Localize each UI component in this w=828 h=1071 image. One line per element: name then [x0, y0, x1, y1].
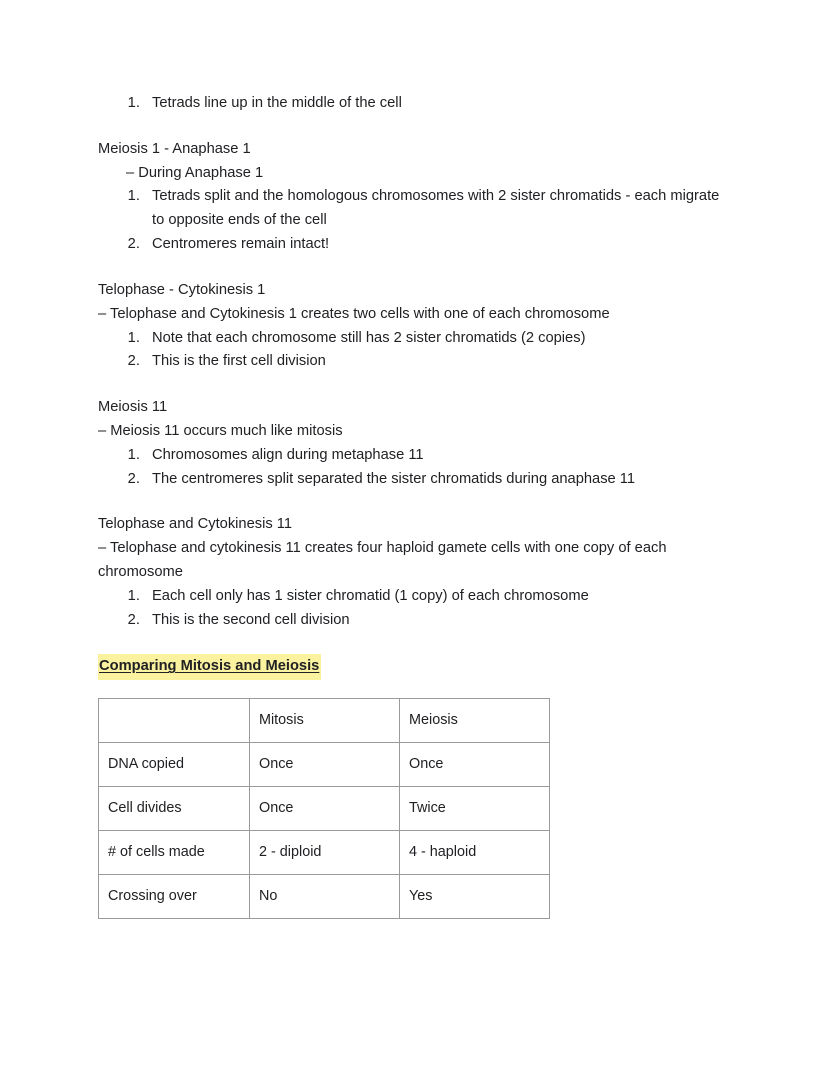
section-list-2	[98, 444, 730, 492]
table-row-header	[99, 699, 550, 743]
section-heading-telophase-cytokinesis-1: Telophase - Cytokinesis 1	[98, 281, 266, 298]
list-item: 1. Each cell only has 1 sister chromatid (1 copy) of each chromosome	[144, 585, 730, 609]
table-cell: Meiosis	[400, 699, 550, 743]
table-cell: Twice	[400, 787, 550, 831]
document-body	[98, 92, 730, 919]
section-heading-meiosis-11: Meiosis 11	[98, 399, 168, 416]
table-cell: Crossing over	[99, 875, 250, 919]
list-item: 1. Tetrads line up in the middle of the cell	[144, 92, 730, 116]
table-cell: No	[250, 875, 400, 919]
table-cell: Once	[400, 743, 550, 787]
section-dash-line-0: – During Anaphase 1	[126, 164, 264, 181]
table-cell: Once	[250, 787, 400, 831]
table-row	[99, 875, 550, 919]
spacer	[98, 632, 730, 654]
list-item: 2. This is the second cell division	[144, 609, 730, 633]
section-list-0	[98, 185, 730, 256]
section-list-3	[98, 585, 730, 633]
spacer	[98, 116, 730, 138]
intro-numbered-list	[98, 92, 730, 116]
table-cell: Cell divides	[99, 787, 250, 831]
table-row	[99, 831, 550, 875]
section-heading-telophase-cytokinesis-11: Telophase and Cytokinesis 11	[98, 516, 293, 533]
table-cell: Yes	[400, 875, 550, 919]
spacer	[98, 257, 730, 279]
section-list-1	[98, 327, 730, 375]
comparison-heading-wrapper	[98, 654, 730, 680]
comparison-heading: Comparing Mitosis and Meiosis	[98, 654, 321, 680]
table-row	[99, 787, 550, 831]
section-dash-line-2: – Meiosis 11 occurs much like mitosis	[98, 422, 343, 439]
table-cell: Once	[250, 743, 400, 787]
list-item: 2. Centromeres remain intact!	[144, 233, 730, 257]
table-cell: 2 - diploid	[250, 831, 400, 875]
table-cell	[99, 699, 250, 743]
list-item: 2. The centromeres split separated the sister chromatids during anaphase 11	[144, 468, 730, 492]
table-row	[99, 743, 550, 787]
section-dash-line-3: – Telophase and cytokinesis 11 creates four haploid gamete cells with one copy of each chromosome	[98, 540, 667, 580]
table-cell: # of cells made	[99, 831, 250, 875]
list-item: 2. This is the first cell division	[144, 350, 730, 374]
section-dash-line-1: – Telophase and Cytokinesis 1 creates two cells with one of each chromosome	[98, 305, 610, 322]
section-heading-meiosis-1-anaphase-1: Meiosis 1 - Anaphase 1	[98, 140, 251, 157]
spacer	[98, 374, 730, 396]
list-item: 1. Chromosomes align during metaphase 11	[144, 444, 730, 468]
table-cell: DNA copied	[99, 743, 250, 787]
table-cell: Mitosis	[250, 699, 400, 743]
list-item: 1. Note that each chromosome still has 2 sister chromatids (2 copies)	[144, 327, 730, 351]
comparison-table	[98, 698, 550, 919]
list-item: 1. Tetrads split and the homologous chromosomes with 2 sister chromatids - each migrate to opposite ends of the cell	[144, 185, 730, 233]
table-cell: 4 - haploid	[400, 831, 550, 875]
spacer	[98, 491, 730, 513]
